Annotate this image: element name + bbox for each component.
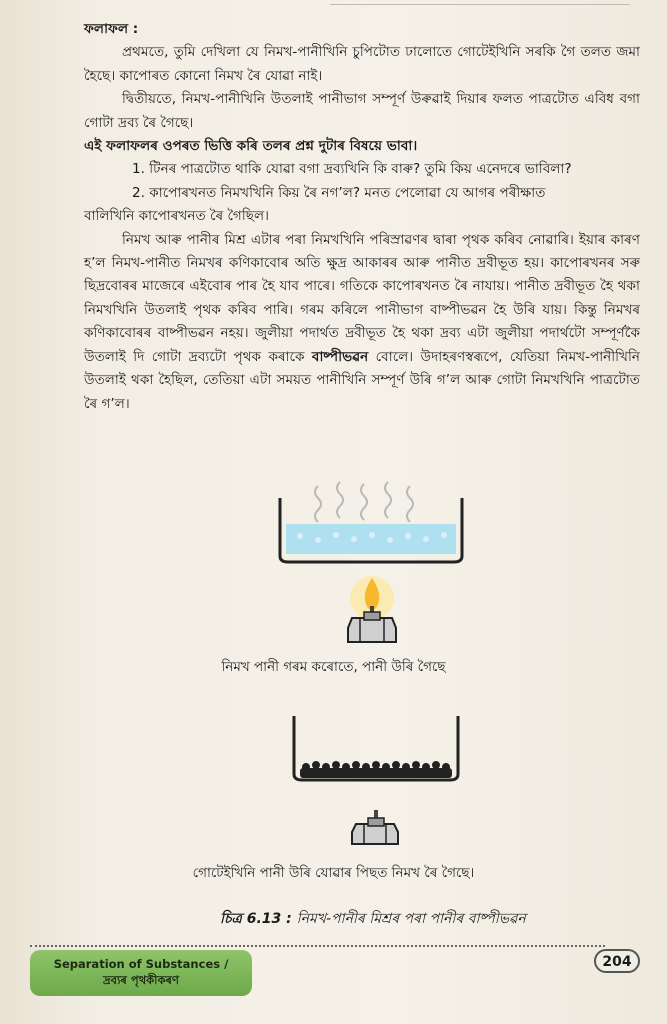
section-heading: ফলাফল :	[84, 21, 139, 37]
paragraph-first: প্ৰথমতে, তুমি দেখিলা যে নিমখ-পানীখিনি চুপিটোত ঢালোতে গোটেইখিনি সৰকি গৈ তলত জমা হৈছে। কাপোৰত কোনো নিমখ ৰৈ যোৱা নাই।	[84, 44, 640, 84]
question-two-start: 2. কাপোৰখনত নিমখখিনি কিয় ৰৈ নগ’ল? মনত পেলোৱা যে আগৰ পৰীক্ষাত	[132, 184, 546, 201]
paragraph-explanation	[84, 229, 640, 416]
paragraph-second: দ্বিতীয়তে, নিমখ-পানীখিনি উতলাই পানীভাগ সম্পূৰ্ণ উৰুৱাই দিয়াৰ ফলত পাত্ৰটোত এবিধ বগা গোটা দ্ৰব্য ৰৈ গৈছে।	[84, 91, 640, 131]
chapter-title-assamese: দ্ৰব্যৰ পৃথকীকৰণ	[103, 973, 179, 987]
explanation-part-a: নিমখ আৰু পানীৰ মিশ্ৰ এটাৰ পৰা নিমখখিনি পৰিস্ৰাৱণৰ দ্বাৰা পৃথক কৰিব নোৱাৰি। ইয়াৰ কাৰণ হ’ল নিমখ-পানীত নিমখৰ কণিকাবোৰ অতি ক্ষুদ্ৰ আকাৰৰ আৰু পানীত দ্ৰবীভূত হয়। কাপোৰখনৰ সৰু ছিদ্ৰবোৰৰ মাজেৰে এইবোৰ পাৰ হৈ যাব পাৰে। গতিকে কাপোৰখনত ৰৈ নাযায়। পানীত দ্ৰবীভূত হৈ থকা নিমখখিনি উতলাই পৃথক কৰিব পাৰি। গৰম কৰিলে পানীভাগ বাষ্পীভৱন হৈ উৰি যায়। কিন্তু নিমখৰ কণিকাবোৰৰ বাষ্পীভৱন নহয়। জুলীয়া পদাৰ্থত দ্ৰবীভূত হৈ থকা দ্ৰব্য এটা জুলীয়া পদাৰ্থটো সম্পূৰ্ণকৈ উতলাই দি গোটা দ্ৰব্যটো পৃথক কৰাকে	[84, 231, 640, 365]
question-one: 1. টিনৰ পাত্ৰটোত থাকি যোৱা বগা দ্ৰব্যখিনি কি বাৰু? তুমি কিয় এনেদৰে ভাবিলা?	[132, 161, 572, 178]
salt-residue	[300, 761, 452, 778]
heating-apparatus-illustration	[0, 478, 667, 653]
steam-icon	[315, 482, 413, 522]
question-two-end: বালিখিনি কাপোৰখনত ৰৈ গৈছিল।	[84, 208, 269, 225]
figure-title	[220, 907, 526, 931]
body-text	[84, 18, 640, 416]
figure-description: নিমখ-পানীৰ মিশ্ৰৰ পৰা পানীৰ বাষ্পীভৱন	[296, 911, 526, 927]
salt-water	[286, 524, 456, 554]
spirit-lamp-icon	[348, 618, 396, 642]
figure-label: চিত্ৰ 6.13 :	[220, 911, 292, 927]
caption-residue: গোটেইখিনি পানী উৰি যোৱাৰ পিছত নিমখ ৰৈ গৈছে।	[192, 865, 475, 881]
salt-residue-illustration	[0, 712, 667, 862]
explanation-part-b: বোলে। উদাহৰণস্বৰূপে, যেতিয়া নিমখ-পানীখিনি উতলাই থকা হৈছিল, তেতিয়া এটা সময়ত পানীখিনি সম্পূৰ্ণ উৰি গ’ল আৰু গোটা নিমখখিনি পাত্ৰটোত ৰৈ গ’ল।	[84, 348, 640, 412]
think-prompt: এই ফলাফলৰ ওপৰত ভিত্তি কৰি তলৰ প্ৰশ্ন দুটাৰ বিষয়ে ভাবা।	[84, 138, 418, 155]
page-number: 204	[594, 949, 640, 973]
chapter-tab	[30, 950, 252, 996]
caption-heating: নিমখ পানী গৰম কৰোতে, পানী উৰি গৈছে	[221, 659, 446, 675]
spirit-lamp-icon	[352, 824, 398, 844]
footer-divider	[30, 945, 605, 947]
top-rule	[330, 0, 630, 5]
chapter-title-english: Separation of Substances /	[53, 957, 229, 971]
term-evaporation: বাষ্পীভৱন	[311, 348, 369, 365]
